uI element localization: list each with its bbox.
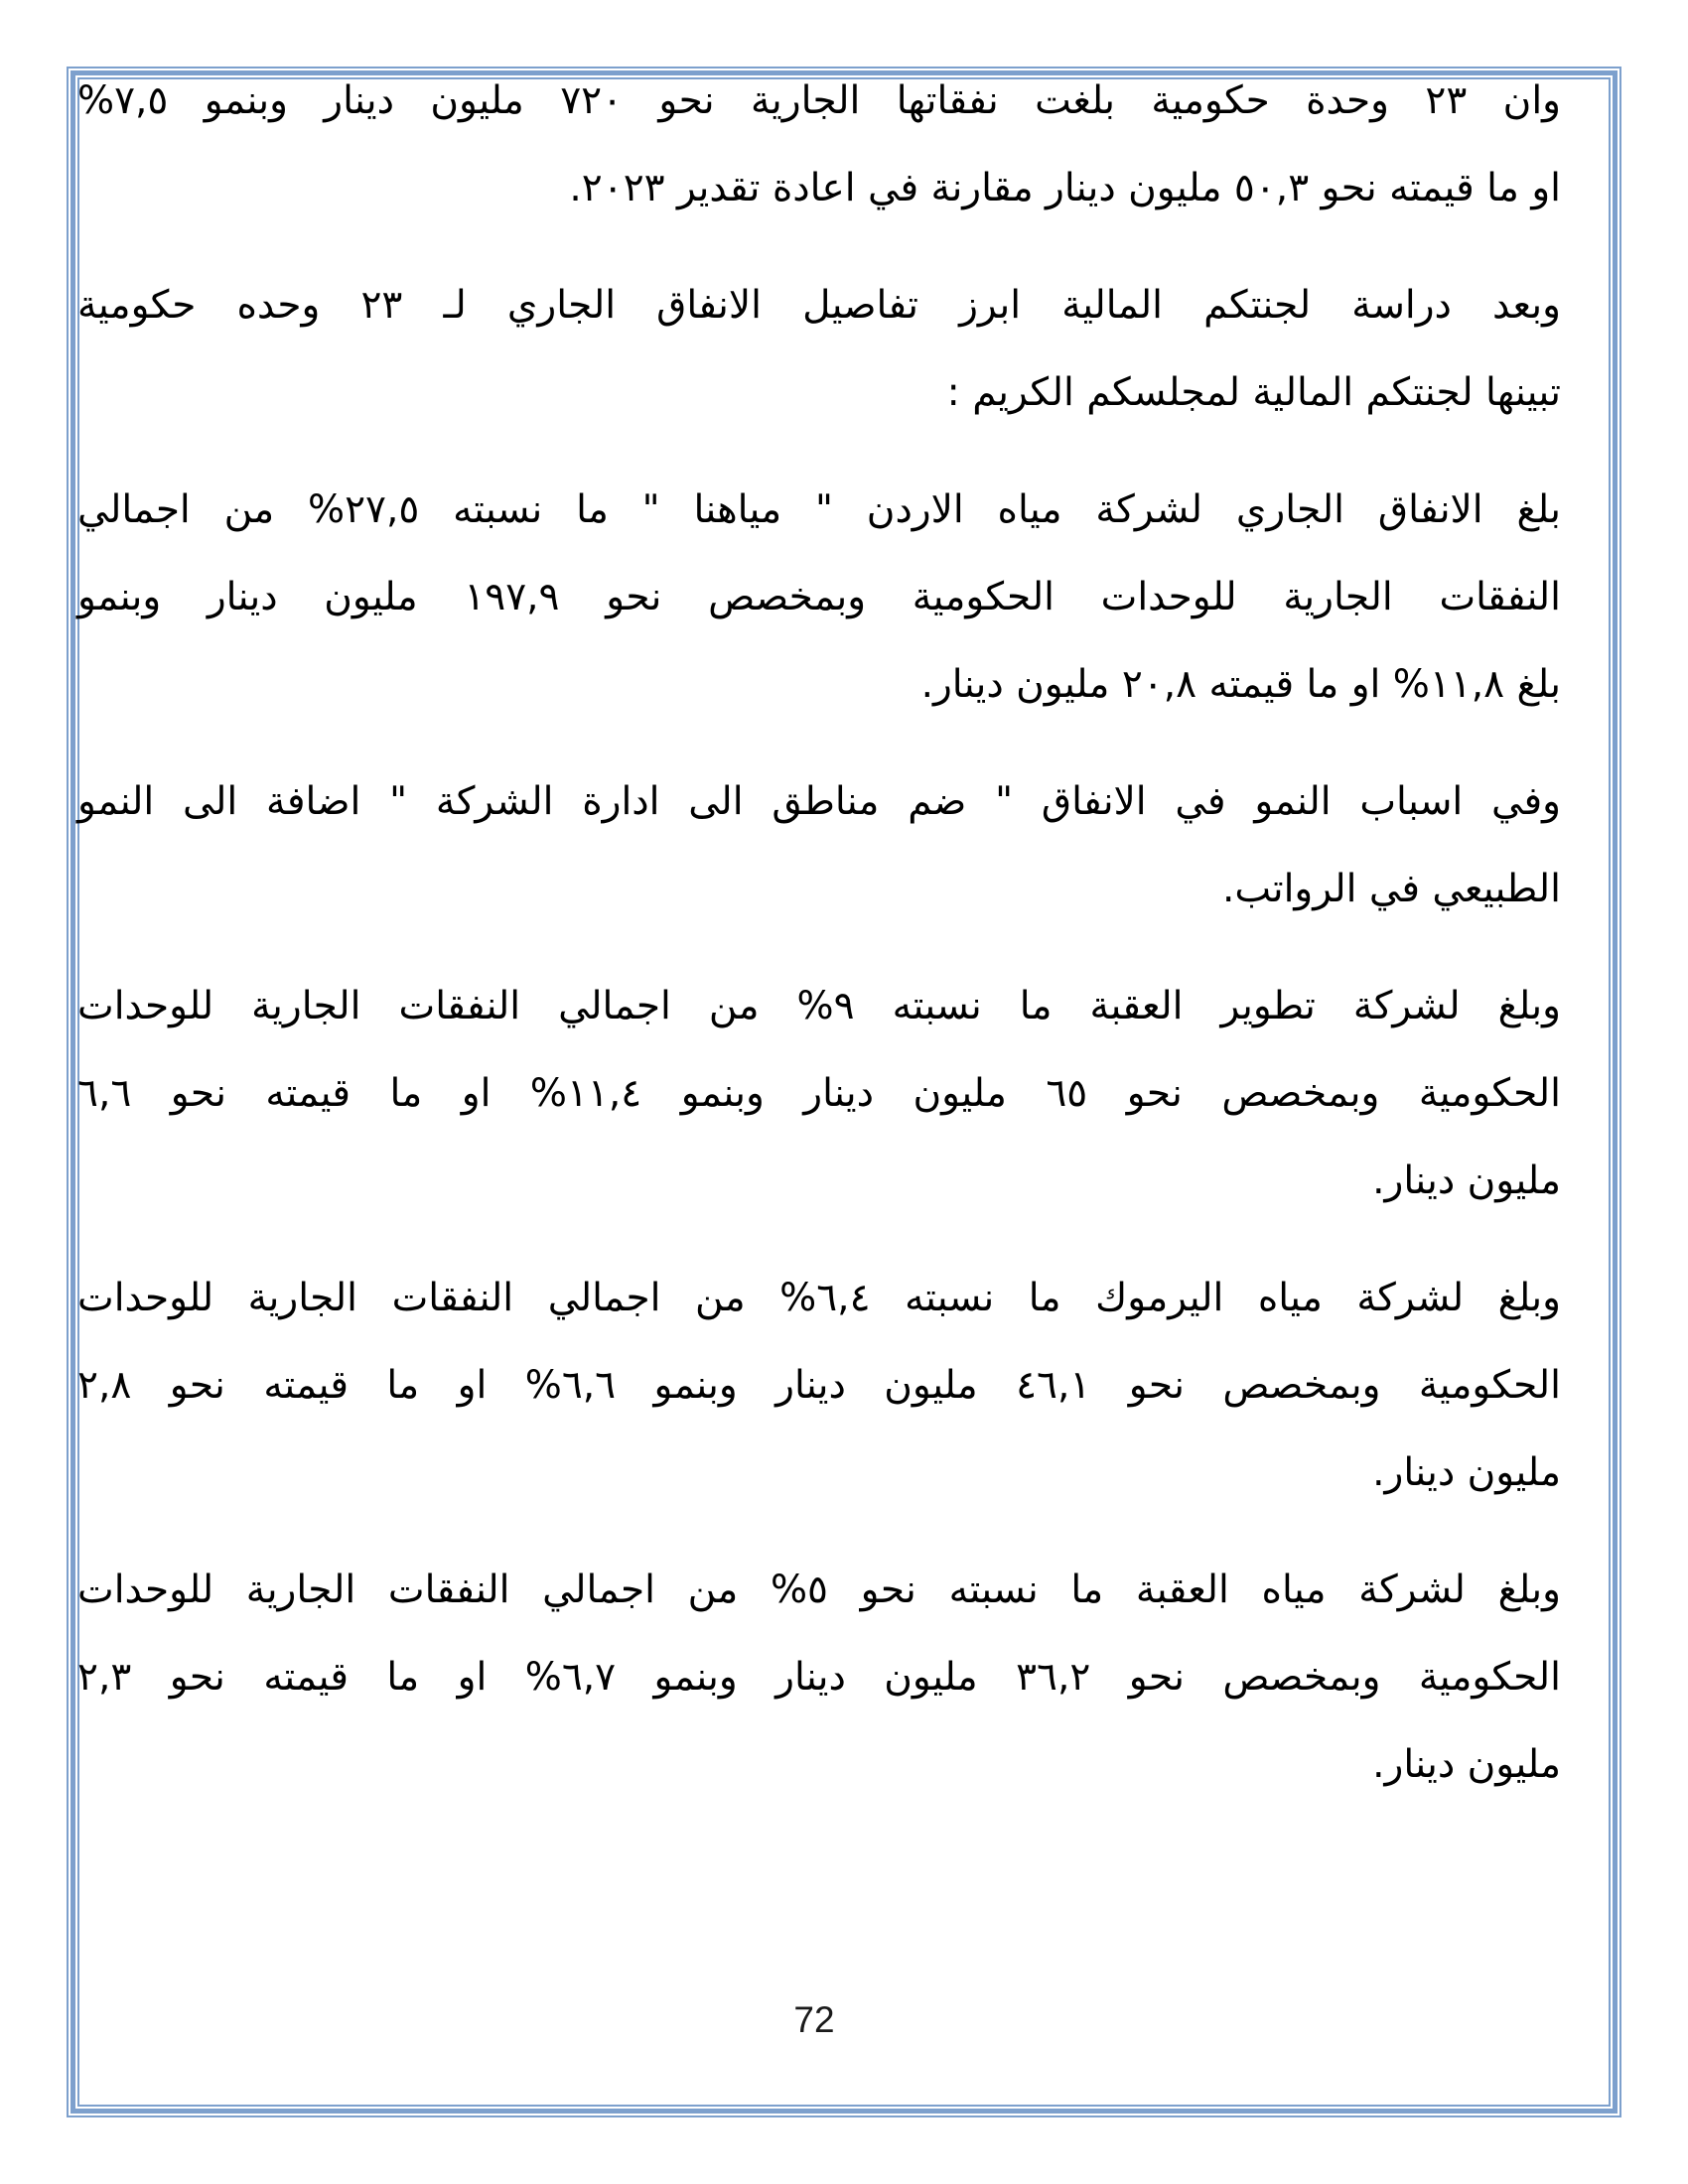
text-line: الحكومية وبمخصص نحو ٤٦,١ مليون دينار وبنمو ٦,٦% او ما قيمته نحو ٢,٨: [77, 1363, 1561, 1408]
text-line: وبعد دراسة لجنتكم المالية ابرز تفاصيل الانفاق الجاري لـ ٢٣ وحده حكومية: [77, 283, 1561, 328]
paragraph: [77, 1255, 1561, 1517]
text-line: وبلغ لشركة مياه العقبة ما نسبته نحو ٥% من اجمالي النفقات الجارية للوحدات: [77, 1568, 1561, 1612]
text-line: مليون دينار.: [1372, 1450, 1561, 1495]
text-line: وفي اسباب النمو في الانفاق " ضم مناطق الى ادارة الشركة " اضافة الى النمو: [77, 779, 1561, 824]
text-line: بلغ الانفاق الجاري لشركة مياه الاردن " مياهنا " ما نسبته ٢٧,٥% من اجمالي: [77, 487, 1561, 532]
text-line: وان ٢٣ وحدة حكومية بلغت نفقاتها الجارية نحو ٧٢٠ مليون دينار وبنمو ٧,٥%: [77, 78, 1561, 123]
paragraph: [77, 58, 1561, 232]
paragraph: [77, 758, 1561, 933]
text-line: وبلغ لشركة تطوير العقبة ما نسبته ٩% من اجمالي النفقات الجارية للوحدات: [77, 984, 1561, 1028]
text-line: الطبيعي في الرواتب.: [1222, 867, 1561, 911]
text-line: الحكومية وبمخصص نحو ٦٥ مليون دينار وبنمو ١١,٤% او ما قيمته نحو ٦,٦: [77, 1071, 1561, 1116]
text-line: تبينها لجنتكم المالية لمجلسكم الكريم :: [946, 370, 1561, 415]
text-line: مليون دينار.: [1372, 1159, 1561, 1203]
text-line: مليون دينار.: [1372, 1742, 1561, 1787]
text-line: بلغ ١١,٨% او ما قيمته ٢٠,٨ مليون دينار.: [920, 662, 1561, 707]
text-line: او ما قيمته نحو ٥٠,٣ مليون دينار مقارنة في اعادة تقدير ٢٠٢٣.: [569, 166, 1561, 210]
page-number: 72: [793, 1999, 835, 2040]
text-line: الحكومية وبمخصص نحو ٣٦,٢ مليون دينار وبنمو ٦,٧% او ما قيمته نحو ٢,٣: [77, 1655, 1561, 1700]
paragraph: [77, 1547, 1561, 1809]
paragraph: [77, 963, 1561, 1225]
paragraph: [77, 262, 1561, 437]
text-line: وبلغ لشركة مياه اليرموك ما نسبته ٦,٤% من اجمالي النفقات الجارية للوحدات: [77, 1276, 1561, 1320]
paragraph: [77, 467, 1561, 729]
text-line: النفقات الجارية للوحدات الحكومية وبمخصص نحو ١٩٧,٩ مليون دينار وبنمو: [77, 575, 1562, 619]
